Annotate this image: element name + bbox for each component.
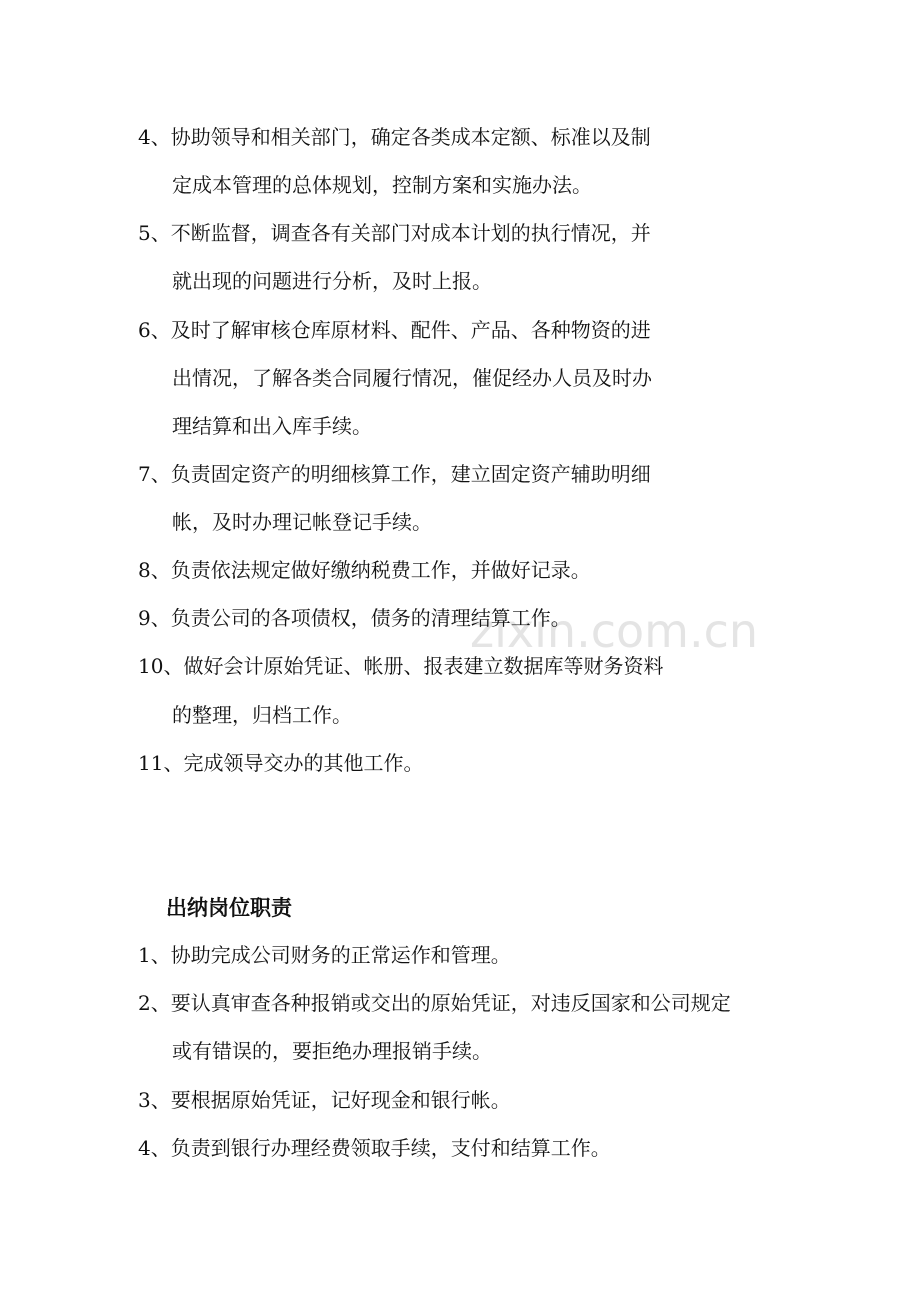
list-item-continuation: 就出现的问题进行分析，及时上报。 (172, 269, 492, 293)
list-item: 7、负责固定资产的明细核算工作，建立固定资产辅助明细 (138, 462, 651, 486)
list-item: 2、要认真审查各种报销或交出的原始凭证，对违反国家和公司规定 (138, 991, 731, 1015)
list-item-continuation: 的整理，归档工作。 (172, 703, 352, 727)
list-item: 10、做好会计原始凭证、帐册、报表建立数据库等财务资料 (138, 654, 664, 678)
list-item-continuation: 出情况，了解各类合同履行情况，催促经办人员及时办 (172, 366, 652, 390)
list-item: 6、及时了解审核仓库原材料、配件、产品、各种物资的进 (138, 318, 651, 342)
list-item-continuation: 理结算和出入库手续。 (172, 414, 372, 438)
list-item: 3、要根据原始凭证，记好现金和银行帐。 (138, 1088, 511, 1112)
list-item: 11、完成领导交办的其他工作。 (138, 751, 424, 775)
list-item: 9、负责公司的各项债权，债务的清理结算工作。 (138, 606, 571, 630)
list-item: 1、协助完成公司财务的正常运作和管理。 (138, 943, 511, 967)
list-item-continuation: 帐，及时办理记帐登记手续。 (172, 510, 432, 534)
section-heading: 出纳岗位职责 (166, 896, 292, 920)
list-item: 4、负责到银行办理经费领取手续，支付和结算工作。 (138, 1136, 611, 1160)
list-item: 5、不断监督，调查各有关部门对成本计划的执行情况，并 (138, 221, 651, 245)
list-item: 8、负责依法规定做好缴纳税费工作，并做好记录。 (138, 558, 591, 582)
watermark: zixin.com.cn (470, 604, 759, 658)
list-item: 4、协助领导和相关部门，确定各类成本定额、标准以及制 (138, 125, 651, 149)
list-item-continuation: 或有错误的，要拒绝办理报销手续。 (172, 1039, 492, 1063)
list-item-continuation: 定成本管理的总体规划，控制方案和实施办法。 (172, 173, 592, 197)
